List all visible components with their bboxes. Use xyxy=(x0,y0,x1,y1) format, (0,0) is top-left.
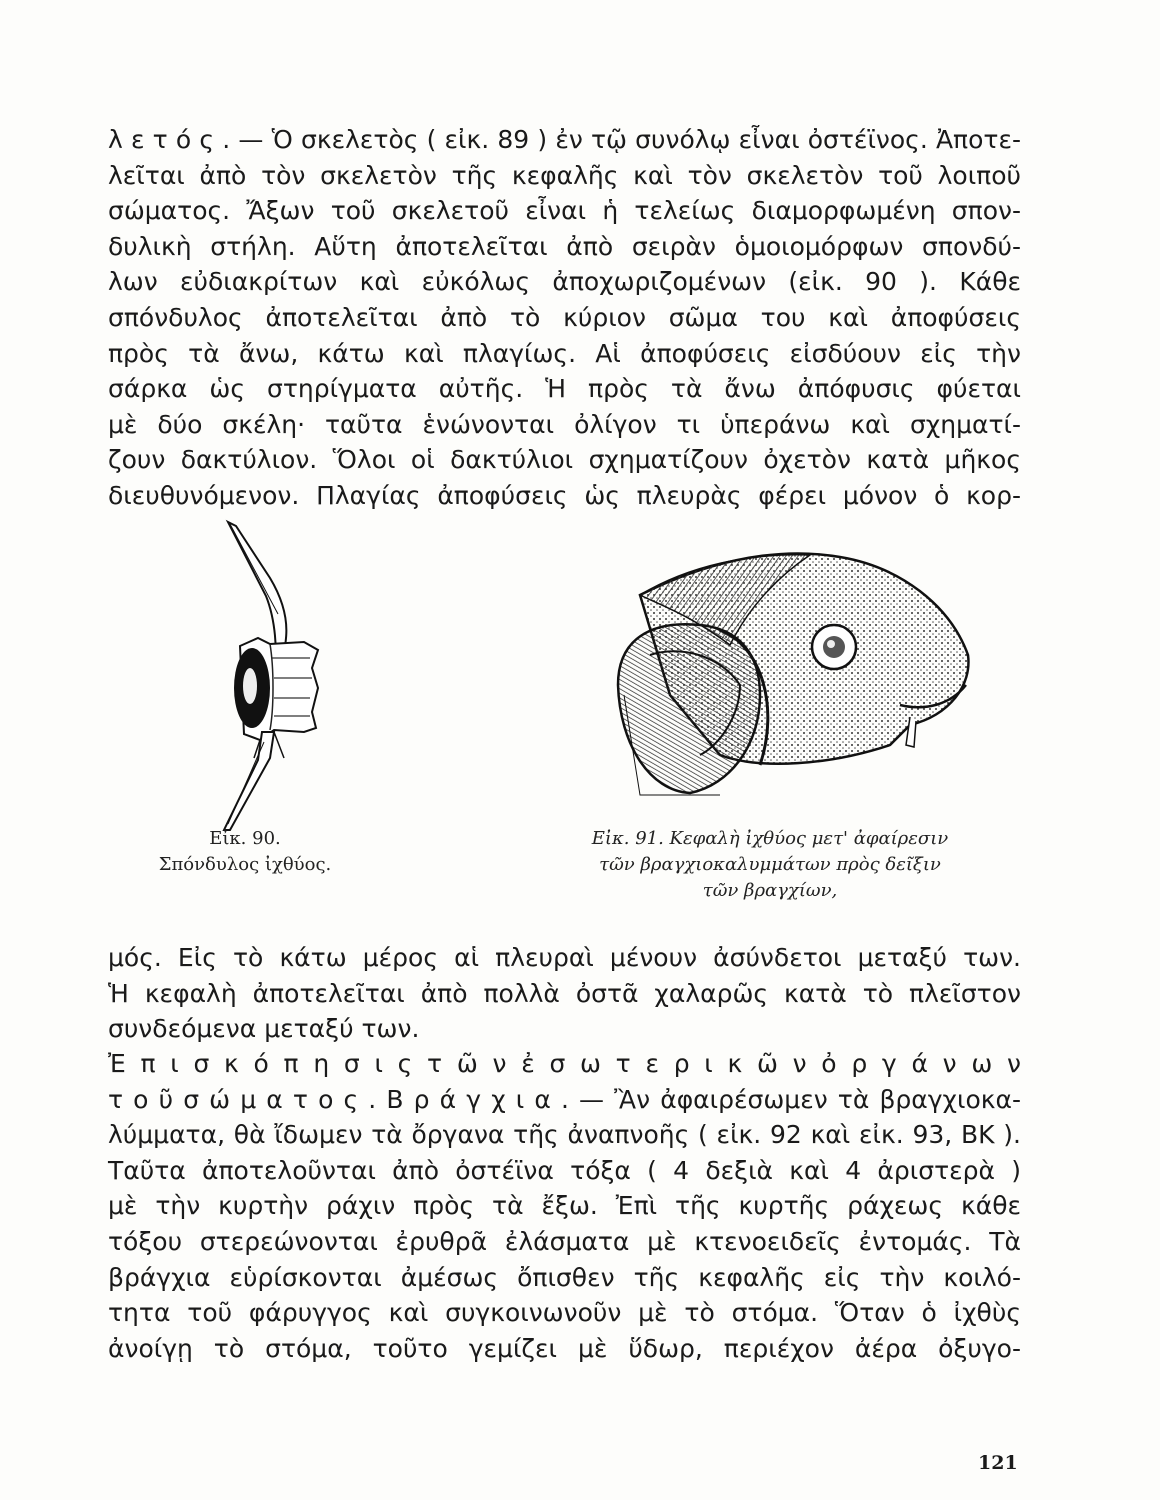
page-number: 121 xyxy=(978,1452,1018,1474)
caption-line: Εἰκ. 90. xyxy=(209,828,281,849)
figure-90-caption xyxy=(140,826,350,878)
text-line: μὲ δύο σκέλη· ταῦτα ἑνώνονται ὀλίγον τι ὑπεράνω καὶ σχηματί- xyxy=(108,409,1021,439)
text-line: λων εὐδιακρίτων καὶ εὐκόλως ἀποχωριζομένων (εἰκ. 90 ). Κάθε xyxy=(108,267,1021,297)
text-line: Ἡ κεφαλὴ ἀποτελεῖται ἀπὸ πολλὰ ὀστᾶ χαλαρῶς κατὰ τὸ πλεῖστον xyxy=(108,978,1021,1008)
text-line: τόξου στερεώνονται ἐρυθρᾶ ἐλάσματα μὲ κτενοειδεῖς ἐντομάς. Τὰ xyxy=(108,1226,1021,1256)
top-paragraph xyxy=(108,122,1021,514)
text-line: Ταῦτα ἀποτελοῦνται ἀπὸ ὀστέϊνα τόξα ( 4 δεξιὰ καὶ 4 ἀριστερὰ ) xyxy=(108,1155,1021,1185)
caption-line: Εἰκ. 91. Κεφαλὴ ἰχθύος μετ' ἀφαίρεσιν xyxy=(591,828,949,849)
section-heading: Ἐ π ι σ κ ό π η σ ι ς τ ῶ ν ἐ σ ω τ ε ρ ι κ ῶ ν ὀ ρ γ ά ν ω ν xyxy=(108,1049,1021,1078)
section-subheading: τ ο ῦ σ ώ μ α τ ο ς . Β ρ ά γ χ ι α . xyxy=(108,1084,569,1114)
caption-line: τῶν βραγχιοκαλυμμάτων πρὸς δεῖξιν xyxy=(599,854,941,875)
caption-line: τῶν βραγχίων, xyxy=(702,880,838,901)
continuation-paragraph xyxy=(108,940,1021,1047)
text-line: δυλικὴ στήλη. Αὕτη ἀποτελεῖται ἀπὸ σειρὰν ὁμοιομόρφων σπονδύ- xyxy=(108,231,1021,261)
text-fragment: — Ἂν ἀφαιρέσωμεν τὰ βραγχιοκα- xyxy=(568,1084,1021,1114)
text-line: τητα τοῦ φάρυγγος καὶ συγκοινωνοῦν μὲ τὸ στόμα. Ὅταν ὁ ἰχθὺς xyxy=(108,1298,1021,1328)
text-line: ζουν δακτύλιον. Ὅλοι οἱ δακτύλιοι σχηματίζουν ὀχετὸν κατὰ μῆκος xyxy=(108,445,1021,475)
text-line: λύμματα, θὰ ἴδωμεν τὰ ὄργανα τῆς ἀναπνοῆς ( εἰκ. 92 καὶ εἰκ. 93, ΒΚ ). xyxy=(108,1120,1021,1150)
text-line: μός. Εἰς τὸ κάτω μέρος αἱ πλευραὶ μένουν ἀσύνδετοι μεταξύ των. xyxy=(108,943,1021,972)
vertebra-illustration xyxy=(200,518,340,838)
text-line xyxy=(108,1082,1021,1118)
section-paragraph xyxy=(108,1046,1021,1366)
figure-91-caption xyxy=(540,826,1000,904)
text-line: πρὸς τὰ ἄνω, κάτω καὶ πλαγίως. Αἱ ἀποφύσεις εἰσδύουν εἰς τὴν xyxy=(108,338,1021,368)
text-line: συνδεόμενα μεταξύ των. xyxy=(108,1014,420,1044)
text-line: σώματος. Ἄξων τοῦ σκελετοῦ εἶναι ἡ τελείως διαμορφωμένη σπον- xyxy=(108,196,1021,226)
text-line: ἀνοίγῃ τὸ στόμα, τοῦτο γεμίζει μὲ ὕδωρ, περιέχον ἀέρα ὀξυγο- xyxy=(108,1333,1021,1363)
text-line: μὲ τὴν κυρτὴν ράχιν πρὸς τὰ ἔξω. Ἐπὶ τῆς κυρτῆς ράχεως κάθε xyxy=(108,1191,1021,1221)
text-line: λ ε τ ό ς . — Ὁ σκελετὸς ( εἰκ. 89 ) ἐν τῷ συνόλῳ εἶναι ὀστέϊνος. Ἀποτε- xyxy=(108,125,1021,154)
fish-head-illustration xyxy=(610,545,980,800)
caption-line: Σπόνδυλος ἰχθύος. xyxy=(158,854,332,875)
text-line: σάρκα ὡς στηρίγματα αὐτῆς. Ἡ πρὸς τὰ ἄνω ἀπόφυσις φύεται xyxy=(108,374,1021,404)
text-line: βράγχια εὑρίσκονται ἀμέσως ὄπισθεν τῆς κεφαλῆς εἰς τὴν κοιλό- xyxy=(108,1262,1021,1292)
text-line: λεῖται ἀπὸ τὸν σκελετὸν τῆς κεφαλῆς καὶ τὸν σκελετὸν τοῦ λοιποῦ xyxy=(108,160,1021,190)
text-line: σπόνδυλος ἀποτελεῖται ἀπὸ τὸ κύριον σῶμα του καὶ ἀποφύσεις xyxy=(108,302,1021,332)
text-line: διευθυνόμενον. Πλαγίας ἀποφύσεις ὡς πλευρὰς φέρει μόνον ὁ κορ- xyxy=(108,480,1021,510)
